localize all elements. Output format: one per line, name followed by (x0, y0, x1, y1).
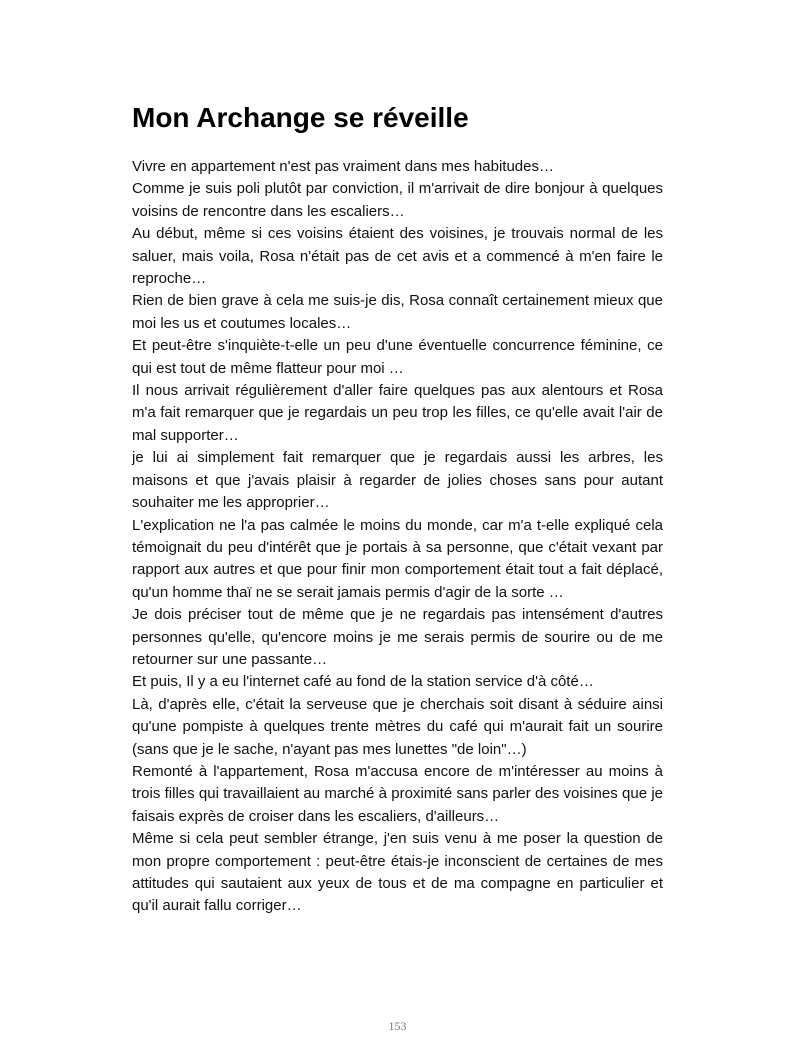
page-number: 153 (388, 1019, 407, 1033)
paragraph: Même si cela peut sembler étrange, j'en suis venu à me poser la question de mon propre comportement : peut-être étais-je inconscient de certaines de mes attitudes qui sautaient aux yeux de tous et de ma compagne en particulier et qu'il aurait fallu corriger… (132, 830, 663, 915)
paragraph: Rien de bien grave à cela me suis-je dis, Rosa connaît certainement mieux que moi les us et coutumes locales… (132, 292, 663, 332)
paragraph: Il nous arrivait régulièrement d'aller faire quelques pas aux alentours et Rosa m'a fait remarquer que je regardais un peu trop les filles, ce qu'elle avait l'air de mal supporter… (132, 382, 663, 444)
body-text (132, 156, 663, 918)
paragraph: Et puis, Il y a eu l'internet café au fond de la station service d'à côté… (132, 673, 594, 691)
paragraph: L'explication ne l'a pas calmée le moins du monde, car m'a t-elle expliqué cela témoignait du peu d'intérêt que je portais à sa personne, que c'était vexant par rapport aux autres et que pour finir mon comportement était tout a fait déplacé, qu'un homme thaï ne se serait jamais permis d'agir de la sorte … (132, 516, 663, 601)
paragraph: Là, d'après elle, c'était la serveuse que je cherchais soit disant à séduire ainsi qu'une pompiste à quelques trente mètres du café qui m'aurait fait un sourire (sans que je le sache, n'ayant pas mes lunettes "de loin"…) (132, 695, 663, 758)
paragraph: Comme je suis poli plutôt par conviction, il m'arrivait de dire bonjour à quelques voisins de rencontre dans les escaliers… (132, 180, 663, 220)
paragraph: je lui ai simplement fait remarquer que je regardais aussi les arbres, les maisons et que j'avais plaisir à regarder de jolies choses sans pour autant souhaiter me les approprier… (132, 449, 663, 512)
chapter-title: Mon Archange se réveille (132, 102, 469, 133)
paragraph: Au début, même si ces voisins étaient des voisines, je trouvais normal de les saluer, mais voila, Rosa n'était pas de cet avis et a commencé à m'en faire le reproche… (132, 225, 663, 288)
paragraph: Remonté à l'appartement, Rosa m'accusa encore de m'intéresser au moins à trois filles qui travaillaient au marché à proximité sans parler des voisines que je faisais exprès de croiser dans les escaliers, d'ailleurs… (132, 762, 663, 825)
paragraph: Et peut-être s'inquiète-t-elle un peu d'une éventuelle concurrence féminine, ce qui est tout de même flatteur pour moi … (132, 337, 663, 377)
paragraph: Vivre en appartement n'est pas vraiment dans mes habitudes… (132, 158, 554, 175)
paragraph: Je dois préciser tout de même que je ne regardais pas intensément d'autres personnes qu'elle, qu'encore moins je me serais permis de sourire ou de me retourner sur une passante… (132, 606, 663, 668)
